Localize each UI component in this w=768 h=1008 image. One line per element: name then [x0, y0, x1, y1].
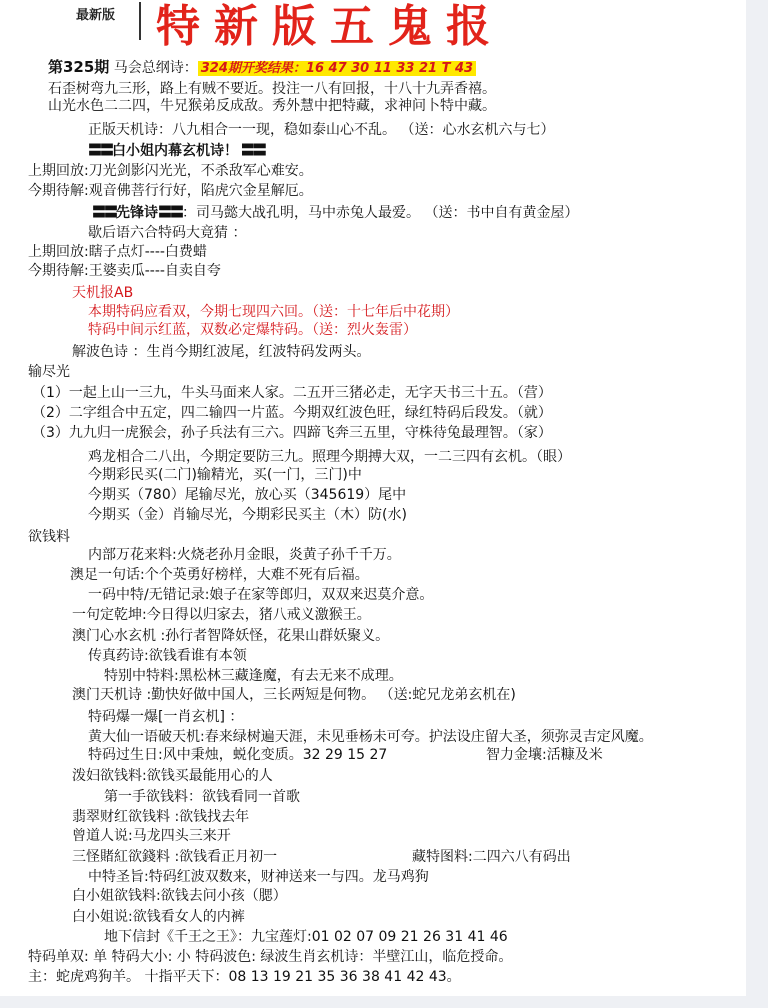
- line-segment: 白小姐欲钱料:欲钱去问小孩（腮）: [72, 888, 287, 904]
- line-segment: 澳足一句话:个个英勇好榜样，大难不死有后福。: [70, 567, 369, 583]
- text-line: [72, 606, 371, 625]
- line-segment: 马会总纲诗：: [109, 60, 198, 76]
- text-line: [88, 303, 459, 322]
- text-line: [88, 746, 387, 765]
- text-line: [486, 746, 603, 765]
- text-line: [70, 566, 369, 585]
- text-line: [72, 827, 231, 846]
- line-segment: 一句定乾坤:今日得以归家去，猪八戒义激猴王。: [72, 607, 371, 623]
- line-segment: 三怪賭紅欲錢料 :欲钱看正月初一: [72, 849, 278, 865]
- line-segment: 山光水色二二四，牛兄猴弟反成敌。秀外慧中把特藏，求神问卜特中藏。: [48, 98, 496, 114]
- text-line: [32, 424, 552, 443]
- line-segment: 特码爆一爆[一肖玄机] ：: [88, 709, 244, 725]
- line-segment: 藏特图料:二四六八有码出: [412, 849, 571, 865]
- text-line: [88, 506, 407, 525]
- text-line: [412, 848, 571, 867]
- text-line: [28, 363, 70, 382]
- edition-label: 最新版: [76, 8, 116, 23]
- line-segment: 翡翠财红欲钱料 :欲钱找去年: [72, 809, 250, 825]
- line-segment: 天机报AB: [72, 285, 134, 301]
- line-segment: （2）二字组合中五定，四二输四一片蓝。今期双红波色旺，绿红特码后段发。（就）: [32, 405, 552, 421]
- line-segment: ：司马懿大战孔明，马中赤兔人最爱。 （送：书中自有黄金屋）: [182, 205, 579, 221]
- line-segment: 〓〓: [158, 205, 182, 221]
- line-segment: （1）一起上山一三九，牛头马面来人家。二五开三猪必走，无字天书三十五。（营）: [32, 385, 552, 401]
- text-line: [28, 182, 313, 201]
- text-line: [104, 928, 508, 947]
- line-segment: 特码中间示红蓝，双数必定爆特码。（送：烈火轰雷）: [88, 322, 417, 338]
- line-segment: 先锋诗: [116, 205, 158, 221]
- line-segment: 白小姐说:欲钱看女人的内裤: [72, 909, 245, 925]
- line-segment: 泼妇欲钱料:欲钱买最能用心的人: [72, 768, 273, 784]
- text-line: [88, 647, 247, 666]
- line-segment: 今期买（金）肖输尽光，今期彩民买主（木）防(水): [88, 507, 407, 523]
- text-line: [104, 788, 300, 807]
- line-segment: 智力金壤:活糠及米: [486, 747, 603, 763]
- line-segment: 今期待解:王婆卖瓜----自卖自夸: [28, 263, 221, 279]
- line-segment: 澳门心水玄机 :孙行者智降妖怪，花果山群妖聚义。: [72, 628, 390, 644]
- line-segment: 传真药诗:欲钱看谁有本领: [88, 648, 247, 664]
- lottery-result: 324期开奖结果：16 47 30 11 33 21 T 43: [198, 61, 476, 76]
- text-line: [72, 284, 133, 303]
- text-line: [28, 968, 461, 987]
- text-line: [28, 243, 207, 262]
- text-line: [88, 466, 362, 485]
- page-title: 特新版五鬼报: [156, 1, 504, 52]
- text-line: [88, 142, 265, 161]
- line-segment: 本期特码应看双，今期七现四六回。（送：十七年后中花期）: [88, 304, 459, 320]
- bottom-edge-shade: [0, 996, 768, 1008]
- line-segment: 黄大仙一语破天机:春来绿树遍天涯，未见垂杨未可夸。护法设庄留大圣，须弥灵吉定风魔。: [88, 729, 653, 745]
- text-line: [28, 948, 512, 967]
- line-segment: 〓〓: [92, 205, 116, 221]
- text-line: [88, 224, 246, 243]
- header-divider: [139, 2, 141, 40]
- text-line: [48, 58, 476, 77]
- line-segment: 今期待解:观音佛菩行行好，陷虎穴金星解厄。: [28, 183, 313, 199]
- line-segment: 地下信封《千王之王》：九宝莲灯:01 02 07 09 21 26 31 41 46: [104, 929, 508, 945]
- text-line: [72, 686, 516, 705]
- text-line: [104, 667, 403, 686]
- line-segment: 特别中特料:黑松林三藏逢魔，有去无来不成理。: [104, 668, 403, 684]
- line-segment: 欲钱料: [28, 529, 70, 545]
- line-segment: 澳门天机诗 :勤快好做中国人，三长两短是何物。 （送:蛇兄龙弟玄机在): [72, 687, 516, 703]
- line-segment: 一码中特/无错记录:娘子在家等郎归，双双来迟莫介意。: [88, 587, 434, 603]
- text-line: [72, 887, 287, 906]
- line-segment: 正版天机诗：八九相合一一现，稳如泰山心不乱。 （送：心水玄机六与七）: [88, 122, 555, 138]
- text-line: [72, 908, 245, 927]
- line-segment: 〓〓: [88, 143, 112, 159]
- line-segment: 内部万花来料:火烧老孙月金眼，炎黄子孙千千万。: [88, 547, 401, 563]
- text-line: [32, 404, 552, 423]
- text-line: [88, 728, 653, 747]
- text-line: [72, 627, 389, 646]
- text-line: [88, 868, 429, 887]
- issue-number: 第325期: [48, 58, 110, 76]
- right-edge-shade: [746, 0, 768, 1008]
- line-segment: 今期彩民买(二门)输精光，买(一门，三门)中: [88, 467, 362, 483]
- line-segment: 白小姐内幕玄机诗！: [112, 143, 238, 159]
- text-line: [72, 767, 273, 786]
- text-line: [28, 262, 221, 281]
- text-line: [88, 708, 243, 727]
- line-segment: 上期回放:刀光剑影闪光光，不杀敌军心难安。: [28, 163, 313, 179]
- line-segment: 特码过生日:风中秉烛，蜕化变质。32 29 15 27: [88, 747, 388, 763]
- line-segment: 石歪树弯九三形，路上有贼不要近。投注一八有回报，十八十九弄香禧。: [48, 81, 496, 97]
- line-segment: 曾道人说:马龙四头三来开: [72, 828, 231, 844]
- line-segment: 输尽光: [28, 364, 70, 380]
- text-line: [28, 528, 70, 547]
- text-line: [88, 121, 554, 140]
- line-segment: 鸡龙相合二八出，今期定要防三九。照理今期搏大双，一二三四有玄机。（眼）: [88, 449, 571, 465]
- line-segment: 特码单双: 单 特码大小: 小 特码波色: 绿波生肖玄机诗：半壁江山，临危授命。: [28, 949, 513, 965]
- line-segment: 〓〓: [238, 143, 265, 159]
- text-line: [72, 848, 277, 867]
- text-line: [72, 808, 249, 827]
- line-segment: 中特圣旨:特码红波双数来，财神送来一与四。龙马鸡狗: [88, 869, 429, 885]
- text-line: [72, 343, 370, 362]
- text-line: [88, 546, 401, 565]
- line-segment: （3）九九归一虎猴会，孙子兵法有三六。四蹄飞奔三五里，守株待兔最理智。（家）: [32, 425, 552, 441]
- line-segment: 上期回放:瞎子点灯----白费蜡: [28, 244, 207, 260]
- text-line: [88, 586, 433, 605]
- text-line: [88, 448, 571, 467]
- text-line: [32, 384, 552, 403]
- line-segment: 解波色诗 ：生肖今期红波尾，红波特码发两头。: [72, 344, 371, 360]
- text-line: [48, 97, 496, 116]
- text-line: [88, 486, 406, 505]
- line-segment: 今期买（780）尾输尽光，放心买（345619）尾中: [88, 487, 407, 503]
- line-segment: 第一手欲钱料：欲钱看同一首歌: [104, 789, 300, 805]
- text-line: [92, 204, 578, 223]
- text-line: [28, 162, 313, 181]
- line-segment: 歇后语六合特码大竟猜 ：: [88, 225, 247, 241]
- line-segment: 主：蛇虎鸡狗羊。 十指平天下：08 13 19 21 35 36 38 41 42 43。: [28, 969, 461, 985]
- text-line: [88, 321, 417, 340]
